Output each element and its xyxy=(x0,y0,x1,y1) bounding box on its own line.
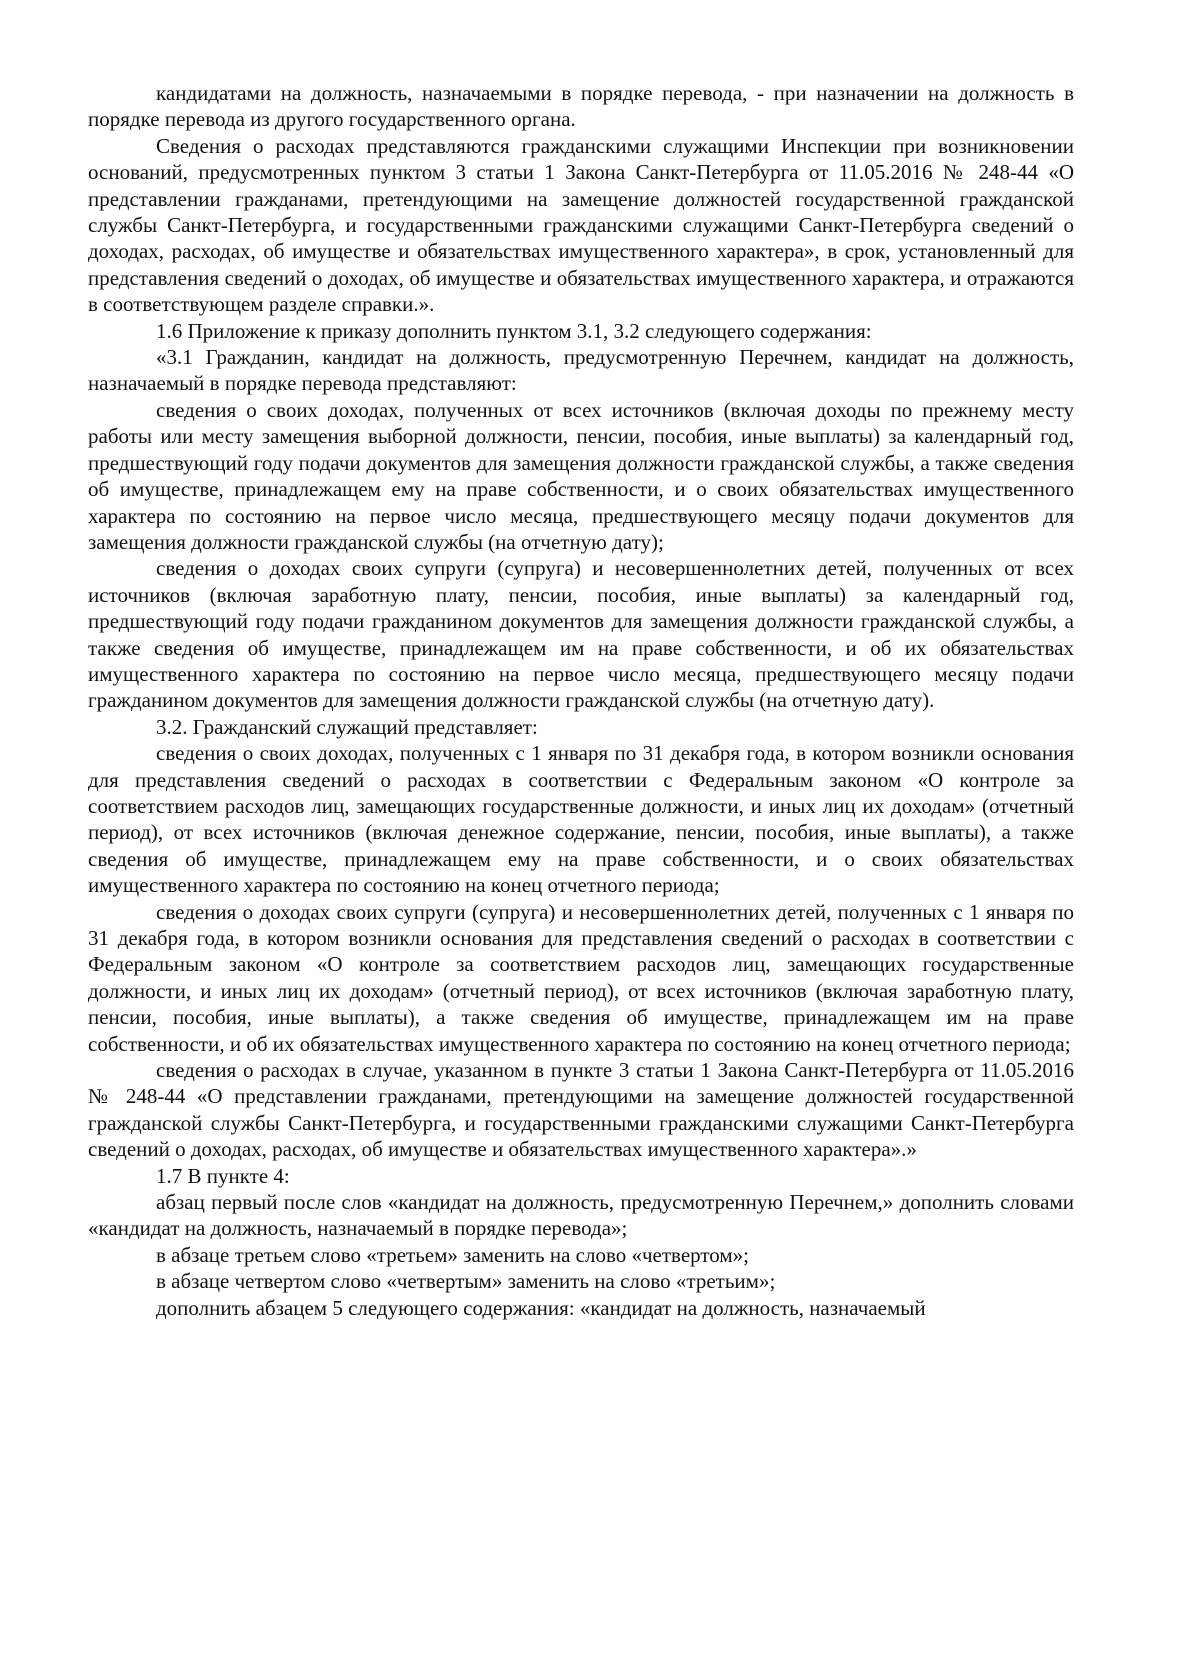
paragraph-expense-reporting: Сведения о расходах представляются гражданскими служащими Инспекции при возникновении оснований, предусмотренных пунктом 3 статьи 1 Закона Санкт-Петербурга от 11.05.2016 № 248-44 «О представлении гражданами, претендующими на замещение должностей государственной гражданской службы Санкт-Петербурга, и государственными гражданскими служащими Санкт-Петербурга сведений о доходах, расходах, об имуществе и обязательствах имущественного характера», в срок, установленный для представления сведений о доходах, об имуществе и обязательствах имущественного характера, и отражаются в соответствующем разделе справки.». xyxy=(88,133,1074,317)
paragraph-own-income-info: сведения о своих доходах, полученных от всех источников (включая доходы по прежнему месту работы или месту замещения выборной должности, пенсии, пособия, иные выплаты) за календарный год, предшествующий году подачи документов для замещения должности гражданской службы, а также сведения об имуществе, принадлежащем ему на праве собственности, и о своих обязательствах имущественного характера по состоянию на первое число месяца, предшествующего месяцу подачи документов для замещения должности гражданской службы (на отчетную дату); xyxy=(88,397,1074,554)
paragraph-fourth-abzac-amendment: в абзаце четвертом слово «четвертым» заменить на слово «третьим»; xyxy=(156,1269,776,1294)
paragraph-first-abzac-amendment: абзац первый после слов «кандидат на должность, предусмотренную Перечнем,» дополнить словами «кандидат на должность, назначаемый в порядке перевода»; xyxy=(88,1190,1074,1241)
paragraph-item-1-6: 1.6 Приложение к приказу дополнить пунктом 3.1, 3.2 следующего содержания: xyxy=(156,318,872,343)
paragraph-transfer-candidates-continuation: кандидатами на должность, назначаемыми в порядке перевода, - при назначении на должность в порядке перевода из другого государственного органа. xyxy=(88,81,1074,132)
paragraph-third-abzac-amendment: в абзаце третьем слово «третьем» заменить на слово «четвертом»; xyxy=(156,1242,750,1267)
paragraph-item-1-7: 1.7 В пункте 4: xyxy=(156,1163,290,1188)
paragraph-family-income-info: сведения о доходах своих супруги (супруга) и несовершеннолетних детей, полученных от всех источников (включая заработную плату, пенсии, пособия, иные выплаты) за календарный год, предшествующий году подачи гражданином документов для замещения должности гражданской службы, а также сведения об имуществе, принадлежащем им на праве собственности, и об их обязательствах имущественного характера по состоянию на первое число месяца, предшествующего месяцу подачи гражданином документов для замещения должности гражданской службы (на отчетную дату). xyxy=(88,556,1074,713)
document-body xyxy=(88,80,1074,1321)
paragraph-servant-own-income: сведения о своих доходах, полученных с 1 января по 31 декабря года, в котором возникли основания для представления сведений о расходах в соответствии с Федеральным законом «О контроле за соответствием расходов лиц, замещающих государственные должности, и иных лиц их доходам» (отчетный период), от всех источников (включая денежное содержание, пенсии, пособия, иные выплаты), а также сведения об имуществе, принадлежащем ему на праве собственности, и о своих обязательствах имущественного характера по состоянию на конец отчетного периода; xyxy=(88,741,1074,898)
paragraph-item-3-1: «3.1 Гражданин, кандидат на должность, предусмотренную Перечнем, кандидат на должность, назначаемый в порядке перевода представляют: xyxy=(88,345,1074,396)
paragraph-item-3-2: 3.2. Гражданский служащий представляет: xyxy=(156,714,538,739)
paragraph-servant-family-income: сведения о доходах своих супруги (супруга) и несовершеннолетних детей, полученных с 1 января по 31 декабря года, в котором возникли основания для представления сведений о расходах в соответствии с Федеральным законом «О контроле за соответствием расходов лиц, замещающих государственные должности, и иных лиц их доходам» (отчетный период), от всех источников (включая заработную плату, пенсии, пособия, иные выплаты), а также сведения об имуществе, принадлежащем им на праве собственности, и об их обязательствах имущественного характера по состоянию на конец отчетного периода; xyxy=(88,899,1074,1056)
paragraph-expense-info: сведения о расходах в случае, указанном в пункте 3 статьи 1 Закона Санкт-Петербурга от 11.05.2016 № 248-44 «О представлении гражданами, претендующими на замещение должностей государственной гражданской службы Санкт-Петербурга, и государственными гражданскими служащими Санкт-Петербурга сведений о доходах, расходах, об имуществе и обязательствах имущественного характера».» xyxy=(88,1058,1074,1162)
paragraph-add-fifth-abzac: дополнить абзацем 5 следующего содержания: «кандидат на должность, назначаемый xyxy=(156,1295,926,1320)
